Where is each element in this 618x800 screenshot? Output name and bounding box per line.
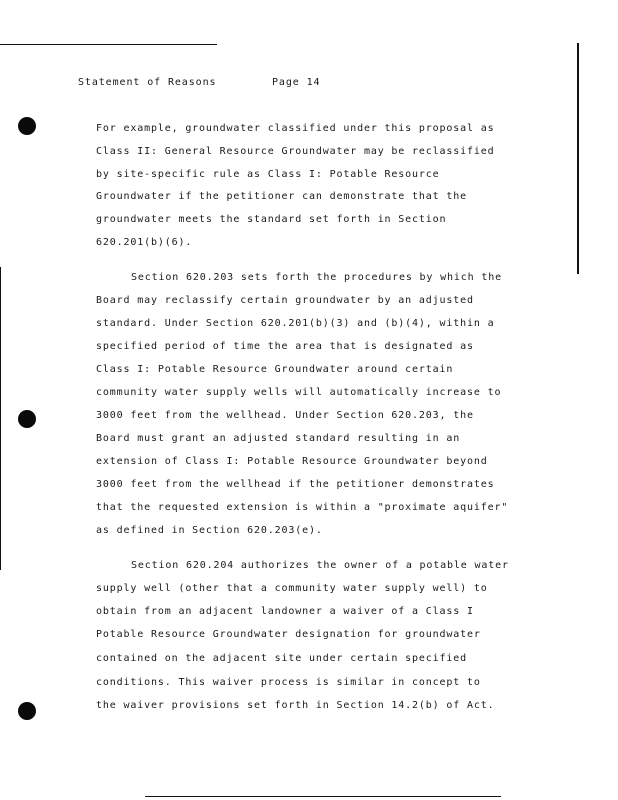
paragraph-1-line: groundwater meets the standard set forth in Section — [96, 214, 447, 225]
right-margin-bar — [577, 43, 579, 274]
top-rule — [0, 44, 217, 45]
document-title: Statement of Reasons — [78, 77, 217, 88]
paragraph-1-line: 620.201(b)(6). — [96, 237, 193, 248]
paragraph-1-line: Groundwater if the petitioner can demonstrate that the — [96, 191, 468, 202]
paragraph-3-line: Section 620.204 authorizes the owner of a potable water — [131, 560, 509, 571]
paragraph-3-line: Potable Resource Groundwater designation for groundwater — [96, 629, 481, 640]
paragraph-2-line: Board must grant an adjusted standard resulting in an — [96, 433, 461, 444]
paragraph-3-line: conditions. This waiver process is similar in concept to — [96, 677, 481, 688]
paragraph-3-line: contained on the adjacent site under certain specified — [96, 653, 468, 664]
paragraph-1-line: For example, groundwater classified under this proposal as — [96, 123, 495, 134]
paragraph-1-line: Class II: General Resource Groundwater may be reclassified — [96, 146, 495, 157]
paragraph-2-line: Board may reclassify certain groundwater by an adjusted — [96, 295, 474, 306]
punch-hole-icon — [18, 702, 36, 720]
paragraph-2-line: as defined in Section 620.203(e). — [96, 525, 323, 536]
page-header — [78, 77, 321, 88]
paragraph-2-line: specified period of time the area that is designated as — [96, 341, 474, 352]
paragraph-2-line: Section 620.203 sets forth the procedures by which the — [131, 272, 503, 283]
paragraph-2-line: that the requested extension is within a "proximate aquifer" — [96, 502, 509, 513]
bottom-rule — [145, 796, 501, 797]
paragraph-2-line: Class I: Potable Resource Groundwater around certain — [96, 364, 454, 375]
paragraph-1-line: by site-specific rule as Class I: Potable Resource — [96, 169, 440, 180]
paragraph-2-line: community water supply wells will automatically increase to — [96, 387, 502, 398]
paragraph-3-line: supply well (other that a community water supply well) to — [96, 583, 488, 594]
paragraph-2-line: standard. Under Section 620.201(b)(3) and (b)(4), within a — [96, 318, 495, 329]
punch-hole-icon — [18, 410, 36, 428]
page-number: Page 14 — [272, 77, 321, 88]
paragraph-2-line: 3000 feet from the wellhead if the petitioner demonstrates — [96, 479, 495, 490]
paragraph-3-line: the waiver provisions set forth in Section 14.2(b) of Act. — [96, 700, 495, 711]
punch-hole-icon — [18, 117, 36, 135]
paragraph-3-line: obtain from an adjacent landowner a waiver of a Class I — [96, 606, 474, 617]
paragraph-2-line: 3000 feet from the wellhead. Under Section 620.203, the — [96, 410, 474, 421]
paragraph-2-line: extension of Class I: Potable Resource Groundwater beyond — [96, 456, 488, 467]
left-margin-bar — [0, 267, 1, 570]
